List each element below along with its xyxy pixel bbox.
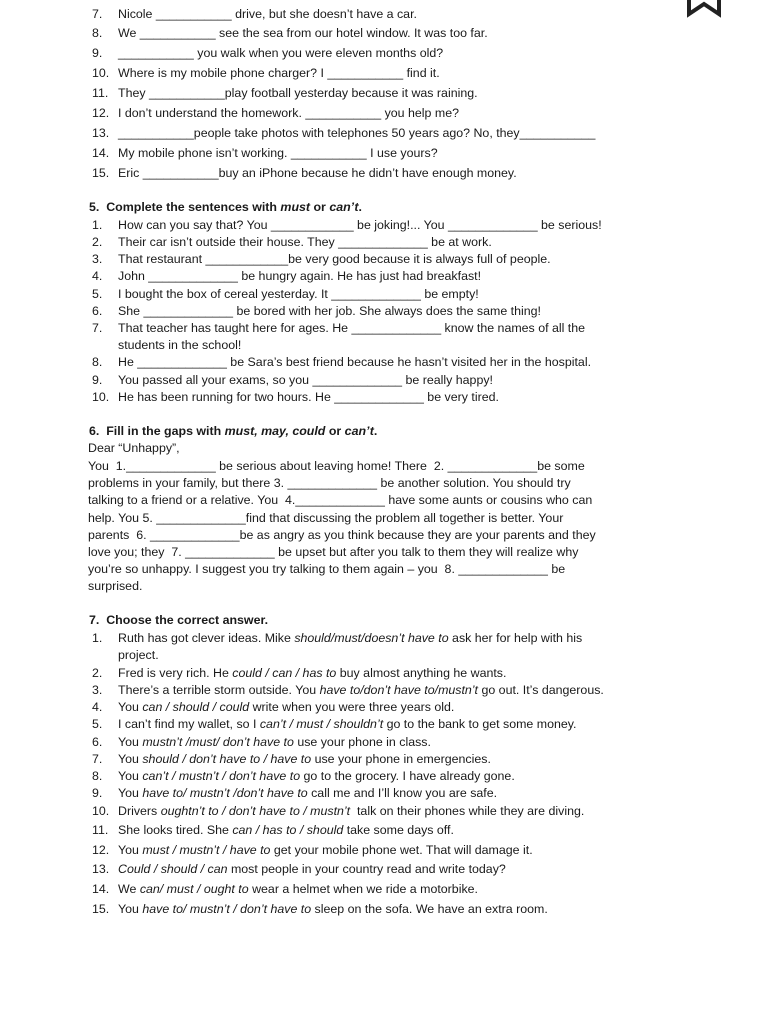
list-item: 7. You should / don’t have to / have to use your phone in emergencies.: [92, 752, 491, 766]
list-item: 12. I don’t understand the homework. ___________ you help me?: [92, 106, 459, 120]
list-item: 5. I can’t find my wallet, so I can’t / must / shouldn’t go to the bank to get some money.: [92, 717, 577, 731]
letter-line: You 1._____________ be serious about leaving home! There 2. _____________be some: [88, 459, 585, 473]
list-item: 7. Nicole ___________ drive, but she doesn’t have a car.: [92, 7, 417, 21]
list-item-continuation: project.: [118, 648, 159, 662]
list-item: 3. That restaurant ____________be very good because it is always full of people.: [92, 252, 551, 266]
list-item: 3. There’s a terrible storm outside. You have to/don’t have to/mustn’t go out. It’s dangerous.: [92, 683, 604, 697]
list-item: 8. We ___________ see the sea from our hotel window. It was too far.: [92, 26, 488, 40]
list-item: 4. You can / should / could write when you were three years old.: [92, 700, 455, 714]
section-5-title: 5. Complete the sentences with must or can’t.: [89, 200, 362, 214]
list-item: 6. She _____________ be bored with her job. She always does the same thing!: [92, 304, 541, 318]
list-item: 8. You can’t / mustn’t / don’t have to go to the grocery. I have already gone.: [92, 769, 515, 783]
list-item: 1. How can you say that? You ____________ be joking!... You _____________ be serious!: [92, 218, 602, 232]
list-item: 10. Drivers oughtn’t to / don’t have to / mustn’t talk on their phones while they are diving.: [92, 804, 585, 818]
list-item: 10. Where is my mobile phone charger? I ___________ find it.: [92, 66, 440, 80]
list-item: 6. You mustn’t /must/ don’t have to use your phone in class.: [92, 735, 431, 749]
list-item: 4. John _____________ be hungry again. He has just had breakfast!: [92, 269, 482, 283]
list-item: 11. They ___________play football yesterday because it was raining.: [92, 86, 478, 100]
letter-line: parents 6. _____________be as angry as you think because they are your parents and they: [88, 528, 596, 542]
letter-line: love you; they 7. _____________ be upset but after you talk to them they will realize why: [88, 545, 579, 559]
list-item: 14. My mobile phone isn’t working. ___________ I use yours?: [92, 146, 438, 160]
list-item: 9. You passed all your exams, so you _____________ be really happy!: [92, 373, 493, 387]
letter-line: surprised.: [88, 579, 143, 593]
section-6-title: 6. Fill in the gaps with must, may, could or can’t.: [89, 424, 378, 438]
letter-line: problems in your family, but there 3. _____________ be another solution. You should try: [88, 476, 571, 490]
letter-line: talking to a friend or a relative. You 4._____________ have some aunts or cousins who can: [88, 493, 593, 507]
letter-line: you’re so unhappy. I suggest you try talking to them again – you 8. _____________ be: [88, 562, 566, 576]
list-item: 8. He _____________ be Sara’s best friend because he hasn’t visited her in the hospital.: [92, 355, 592, 369]
letter-line: help. You 5. _____________find that discussing the problem all together is better. Your: [88, 511, 564, 525]
list-item: 13. Could / should / can most people in your country read and write today?: [92, 862, 506, 876]
section-7-title: 7. Choose the correct answer.: [89, 613, 269, 627]
list-item: 15. Eric ___________buy an iPhone because he didn’t have enough money.: [92, 166, 517, 180]
letter-line: Dear “Unhappy”,: [88, 441, 180, 455]
list-item: 9. ___________ you walk when you were eleven months old?: [92, 46, 444, 60]
list-item: 7. That teacher has taught here for ages. He _____________ know the names of all the: [92, 321, 586, 335]
list-item: 14. We can/ must / ought to wear a helmet when we ride a motorbike.: [92, 882, 478, 896]
list-item: 1. Ruth has got clever ideas. Mike should/must/doesn’t have to ask her for help with his: [92, 631, 583, 645]
list-item: 12. You must / mustn’t / have to get your mobile phone wet. That will damage it.: [92, 843, 533, 857]
list-item: 2. Their car isn’t outside their house. They _____________ be at work.: [92, 235, 492, 249]
bookmark-icon[interactable]: [686, 0, 722, 18]
list-item: 5. I bought the box of cereal yesterday. It _____________ be empty!: [92, 287, 479, 301]
list-item: 10. He has been running for two hours. He _____________ be very tired.: [92, 390, 499, 404]
list-item: 11. She looks tired. She can / has to / should take some days off.: [92, 823, 454, 837]
list-item: 15. You have to/ mustn’t / don’t have to sleep on the sofa. We have an extra room.: [92, 902, 548, 916]
list-item: 2. Fred is very rich. He could / can / has to buy almost anything he wants.: [92, 666, 507, 680]
list-item: 13. ___________people take photos with telephones 50 years ago? No, they___________: [92, 126, 596, 140]
list-item: 9. You have to/ mustn’t /don’t have to call me and I’ll know you are safe.: [92, 786, 498, 800]
list-item-continuation: students in the school!: [118, 338, 242, 352]
